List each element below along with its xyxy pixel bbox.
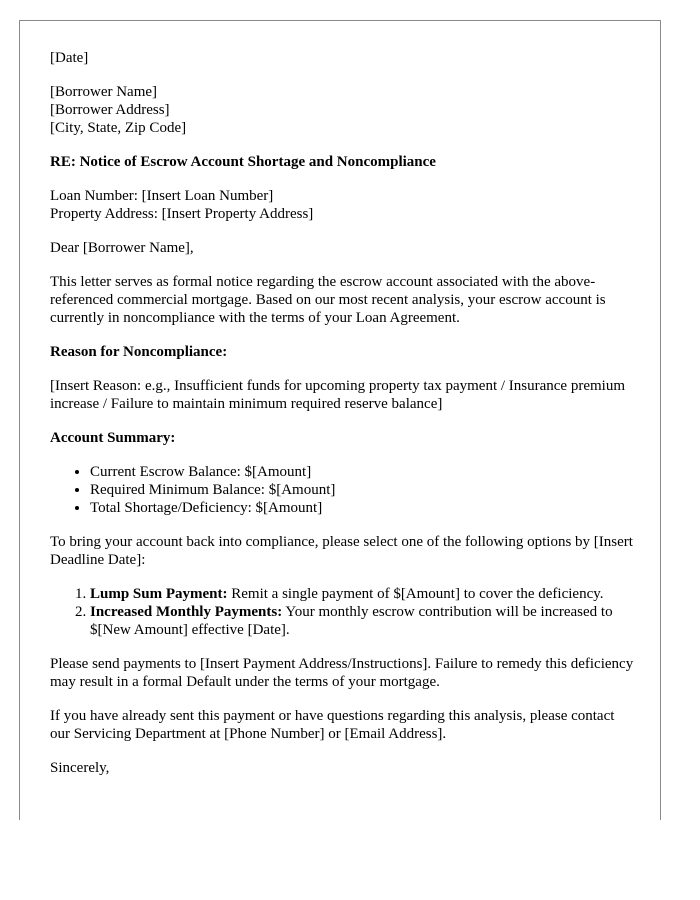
- options-intro: To bring your account back into compliance, please select one of the following options by [Insert Deadline Date]:: [50, 534, 633, 568]
- letter-page: [19, 20, 661, 820]
- contact-paragraph: If you have already sent this payment or have questions regarding this analysis, please contact our Servicing Department at [Phone Number] or [Email Address].: [50, 708, 615, 742]
- option-lump-sum-text: Remit a single payment of $[Amount] to cover the deficiency.: [227, 586, 604, 602]
- intro-paragraph: This letter serves as formal notice regarding the escrow account associated with the above-referenced commercial mortgage. Based on our most recent analysis, your escrow account is currently in noncompliance with the terms of your Loan Agreement.: [50, 274, 606, 326]
- option-increased-monthly: [90, 603, 635, 639]
- letter-body: [50, 49, 635, 793]
- summary-list: [50, 463, 635, 517]
- recipient-name: [Borrower Name]: [50, 84, 158, 100]
- loan-details: [50, 187, 635, 223]
- loan-number: Loan Number: [Insert Loan Number]: [50, 188, 274, 204]
- recipient-block: [50, 83, 635, 137]
- recipient-address: [Borrower Address]: [50, 102, 170, 118]
- options-list: [50, 585, 635, 639]
- option-lump-sum: [90, 585, 635, 603]
- payment-instructions: Please send payments to [Insert Payment Address/Instructions]. Failure to remedy this deficiency may result in a formal Default under the terms of your mortgage.: [50, 656, 634, 690]
- property-address: Property Address: [Insert Property Address]: [50, 206, 314, 222]
- option-lump-sum-label: Lump Sum Payment:: [90, 586, 228, 602]
- recipient-city: [City, State, Zip Code]: [50, 120, 187, 136]
- closing: Sincerely,: [50, 760, 110, 776]
- letter-date: [Date]: [50, 50, 89, 66]
- summary-item-current-balance: • Current Escrow Balance: $[Amount]: [90, 463, 635, 481]
- salutation: Dear [Borrower Name],: [50, 240, 194, 256]
- reason-heading: Reason for Noncompliance:: [50, 344, 228, 360]
- subject-line: RE: Notice of Escrow Account Shortage and Noncompliance: [50, 154, 436, 170]
- reason-text: [Insert Reason: e.g., Insufficient funds for upcoming property tax payment / Insurance premium increase / Failure to maintain minimum required reserve balance]: [50, 378, 625, 412]
- summary-heading: Account Summary:: [50, 430, 176, 446]
- summary-item-total-shortage: • Total Shortage/Deficiency: $[Amount]: [90, 499, 635, 517]
- option-increased-monthly-text: Your monthly escrow contribution will be increased to $[New Amount] effective [Date].: [90, 604, 613, 638]
- option-increased-monthly-label: Increased Monthly Payments:: [90, 604, 283, 620]
- summary-item-required-minimum: • Required Minimum Balance: $[Amount]: [90, 481, 635, 499]
